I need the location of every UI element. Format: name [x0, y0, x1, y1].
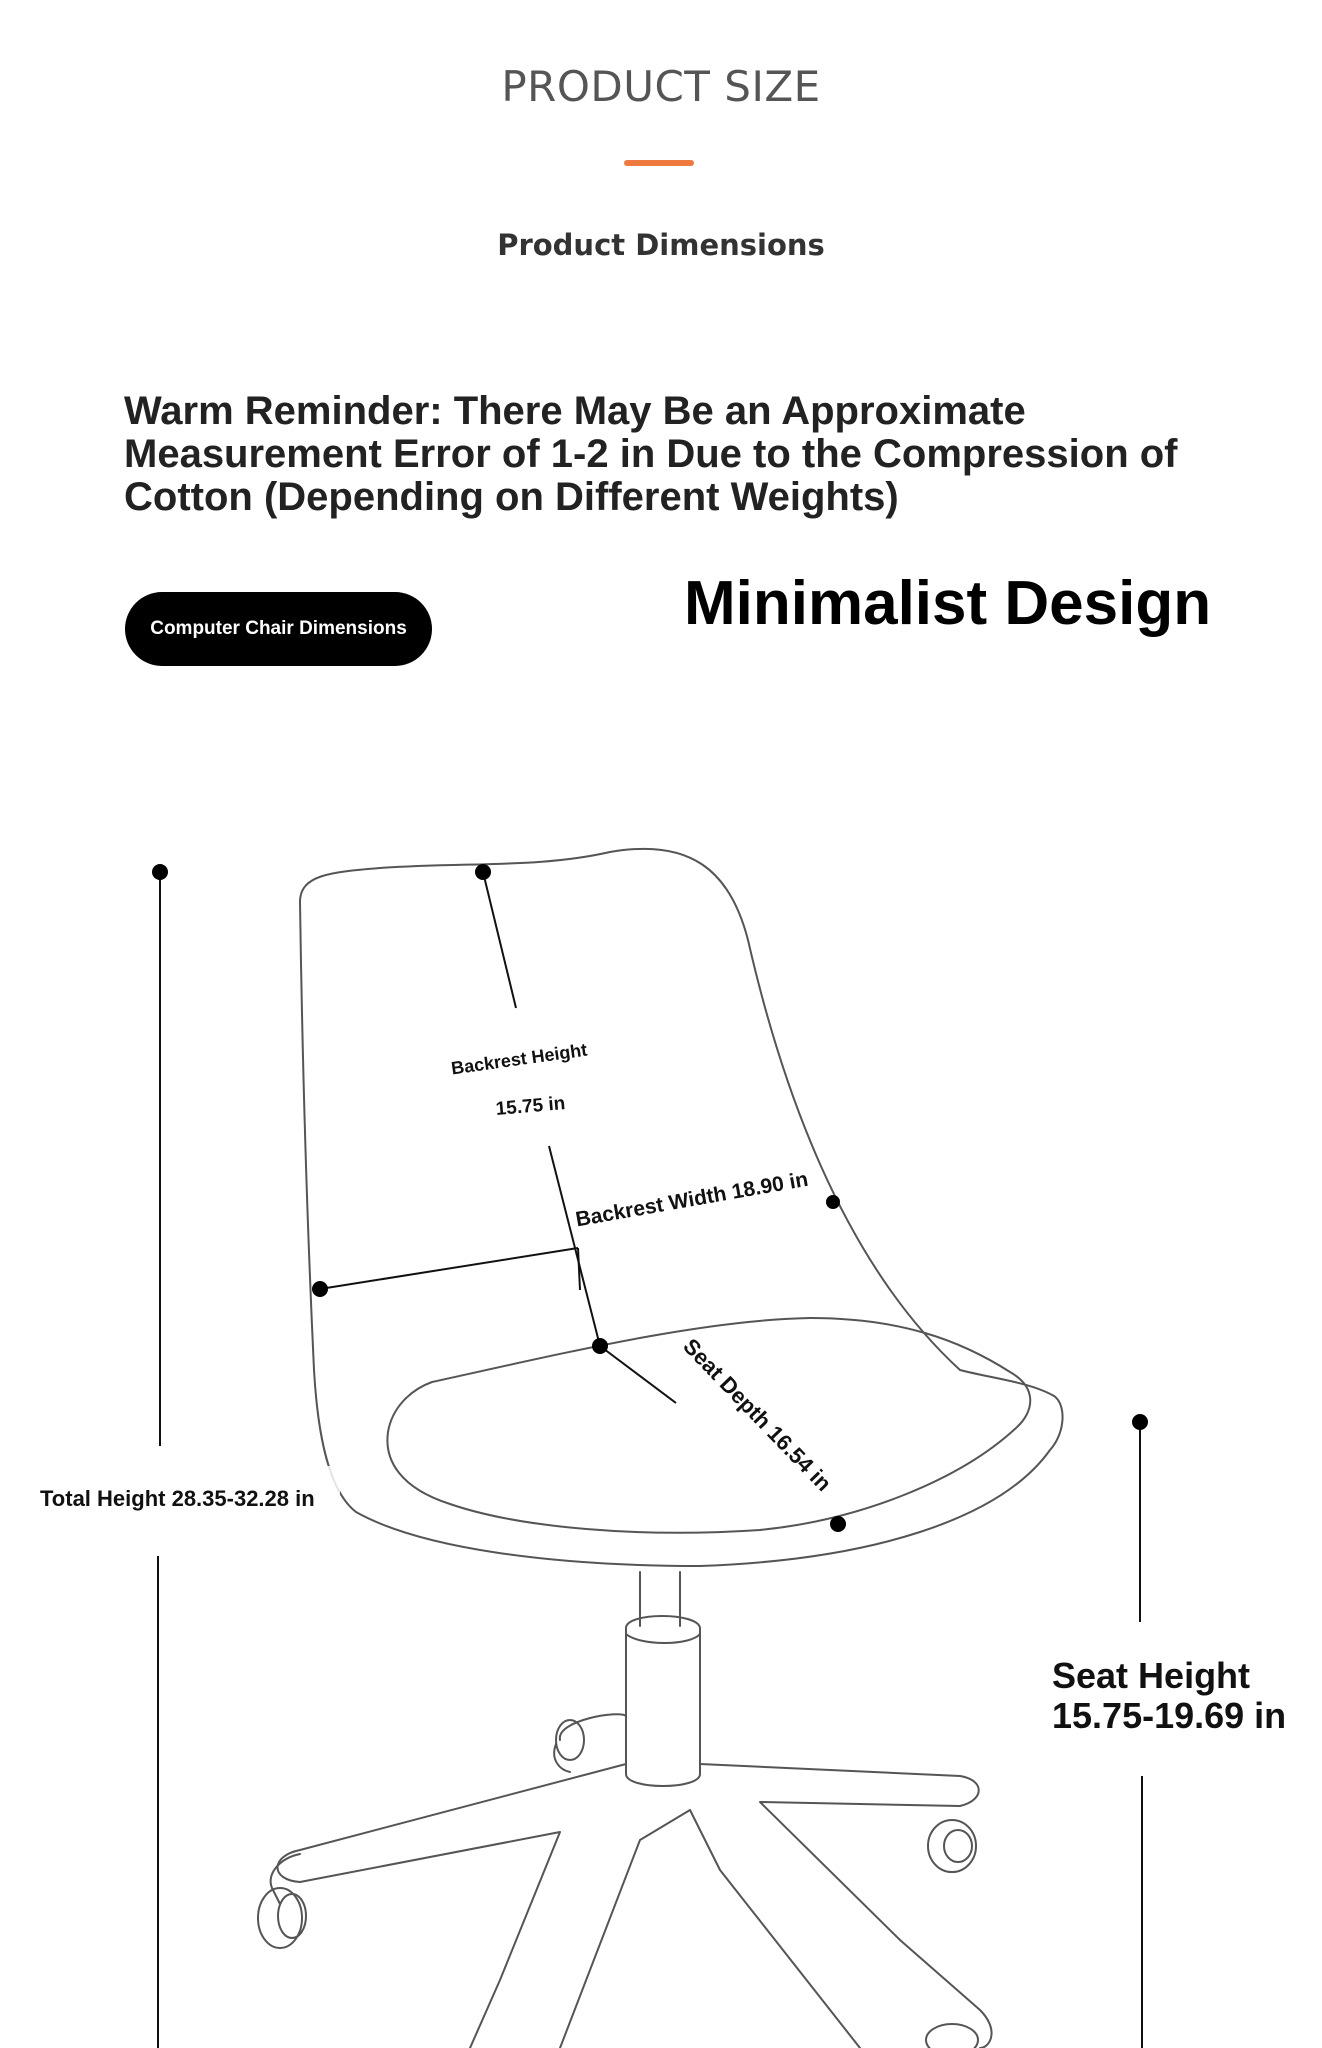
section-title: PRODUCT SIZE [501, 62, 821, 111]
seat-depth-line [600, 1346, 676, 1403]
total-height-label: Total Height 28.35-32.28 in [40, 1486, 315, 1511]
chair-post [626, 1616, 700, 1786]
caster-left [258, 1888, 302, 1948]
subtitle: Product Dimensions [497, 228, 825, 262]
backrest-width-label: Backrest Width 18.90 in [573, 1167, 810, 1232]
seat-depth-label: Seat Depth 16.54 in [678, 1333, 837, 1497]
backrest-height-value: 15.75 in [494, 1093, 567, 1121]
dimension-lines [158, 872, 1142, 2048]
total-height-point [152, 864, 168, 880]
backrest-height-label: Backrest Height [449, 1039, 589, 1079]
label-backgrounds [30, 1030, 820, 1524]
seat-back-point [592, 1338, 608, 1354]
caster-front [926, 2024, 978, 2048]
chair-dimensions-tag[interactable]: Computer Chair Dimensions [125, 592, 432, 666]
seat-height-label: Seat Height [1052, 1655, 1251, 1696]
backrest-width-left-point [312, 1281, 328, 1297]
backrest-top-point [475, 864, 491, 880]
backrest-width-right-point [826, 1195, 840, 1209]
seat-front-point [830, 1516, 846, 1532]
warm-reminder-text: Warm Reminder: There May Be an Approximate Measurement Error of 1-2 in Due to the Compression of Cotton (Depending on Different Weights) [124, 389, 1178, 519]
backrest-width-line [320, 1248, 578, 1289]
caster-right [928, 1820, 976, 1872]
seat-height-value: 15.75-19.69 in [1052, 1695, 1287, 1736]
chair-illustration [258, 849, 1063, 2048]
backrest-height-line-top [483, 872, 516, 1008]
seat-height-point [1132, 1414, 1148, 1430]
chair-base [278, 1764, 992, 2048]
headline: Minimalist Design [684, 569, 1212, 638]
